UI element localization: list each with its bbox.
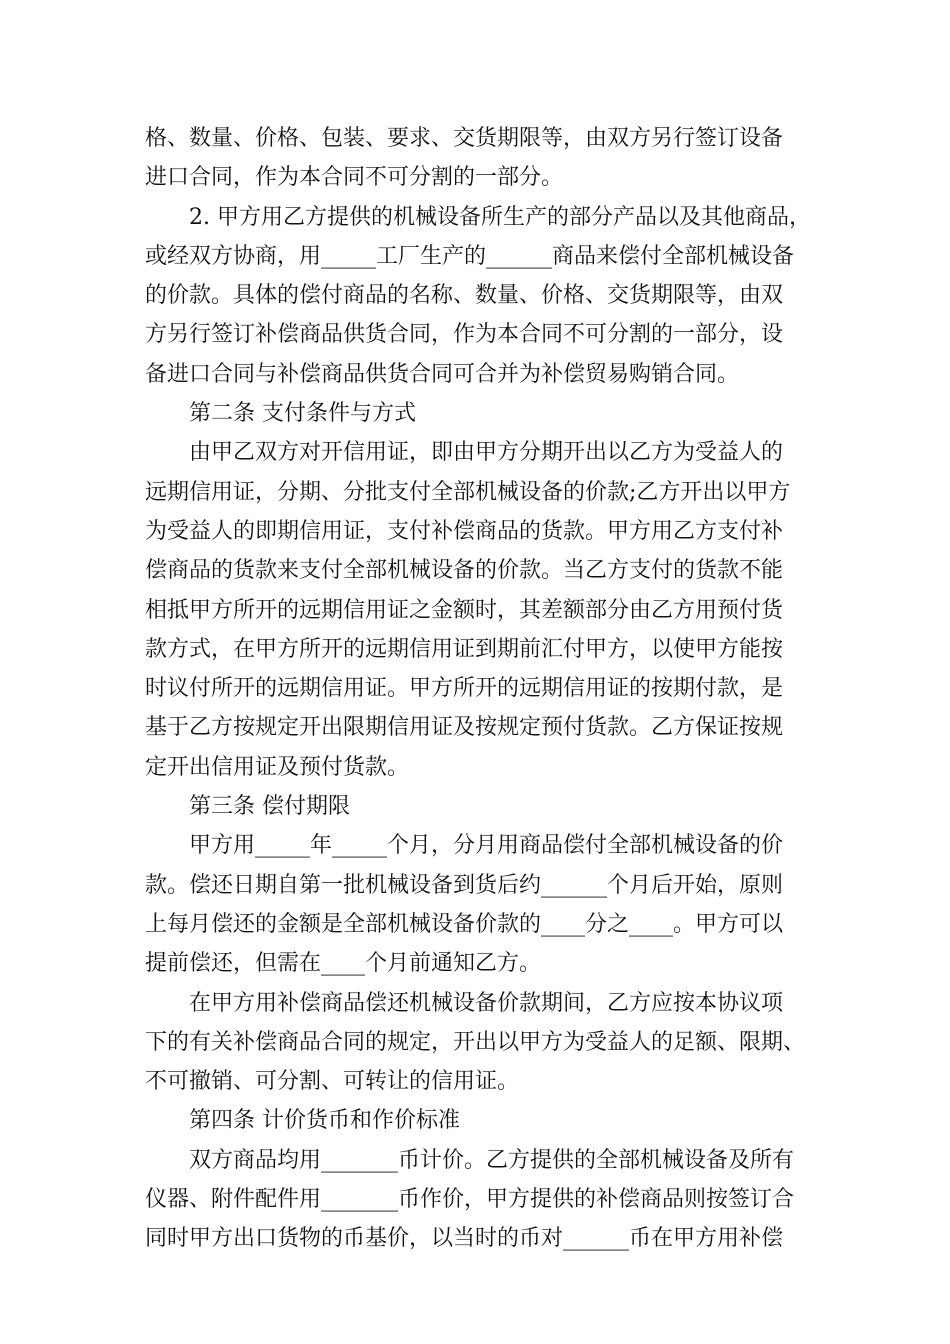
- section-heading: 第二条 支付条件与方式: [189, 401, 416, 427]
- text-line: 由甲乙双方对开信用证，即由甲方分期开出以乙方为受益人的: [189, 440, 784, 466]
- text-line: 备进口合同与补偿商品供货合同可合并为补偿贸易购销合同。: [145, 361, 740, 387]
- section-heading: 第三条 偿付期限: [189, 794, 350, 820]
- text-line: 甲方用_____年_____个月，分月用商品偿付全部机械设备的价: [189, 833, 784, 859]
- text-line: 偿商品的货款来支付全部机械设备的价款。当乙方支付的货款不能: [145, 558, 784, 584]
- text-line: 仪器、附件配件用_______币作价，甲方提供的补偿商品则按签订合: [145, 1187, 795, 1213]
- section-heading: 第四条 计价货币和作价标准: [189, 1108, 460, 1134]
- text-line: 的价款。具体的偿付商品的名称、数量、价格、交货期限等，由双: [145, 283, 784, 309]
- text-line: 不可撤销、可分割、可转让的信用证。: [145, 1069, 520, 1095]
- text-line: 提前偿还，但需在____个月前通知乙方。: [145, 951, 542, 977]
- text-line: 2. 甲方用乙方提供的机械设备所生产的部分产品以及其他商品，: [189, 204, 811, 230]
- text-line: 或经双方协商，用_____工厂生产的______商品来偿付全部机械设备: [145, 243, 795, 269]
- text-line: 相抵甲方所开的远期信用证之金额时，其差额部分由乙方用预付货: [145, 597, 784, 623]
- text-line: 在甲方用补偿商品偿还机械设备价款期间，乙方应按本协议项: [189, 990, 784, 1016]
- text-line: 进口合同，作为本合同不可分割的一部分。: [145, 165, 564, 191]
- text-line: 时议付所开的远期信用证。甲方所开的远期信用证的按期付款，是: [145, 676, 784, 702]
- text-line: 上每月偿还的金额是全部机械设备价款的____分之____。甲方可以: [145, 911, 784, 937]
- text-line: 方另行签订补偿商品供货合同，作为本合同不可分割的一部分，设: [145, 322, 784, 348]
- text-line: 款方式，在甲方所开的远期信用证到期前汇付甲方，以使甲方能按: [145, 636, 784, 662]
- text-line: 基于乙方按规定开出限期信用证及按规定预付货款。乙方保证按规: [145, 715, 784, 741]
- text-line: 为受益人的即期信用证，支付补偿商品的货款。甲方用乙方支付补: [145, 518, 784, 544]
- text-line: 远期信用证，分期、分批支付全部机械设备的价款;乙方开出以甲方: [145, 479, 791, 505]
- contract-text: [145, 119, 810, 1259]
- text-line: 款。偿还日期自第一批机械设备到货后约______个月后开始，原则: [145, 872, 784, 898]
- text-line: 双方商品均用_______币计价。乙方提供的全部机械设备及所有: [189, 1147, 795, 1173]
- text-line: 格、数量、价格、包装、要求、交货期限等，由双方另行签订设备: [145, 126, 784, 151]
- text-line: 同时甲方出口货物的币基价，以当时的币对______币在甲方用补偿: [145, 1226, 784, 1252]
- text-line: 定开出信用证及预付货款。: [145, 754, 410, 780]
- text-line: 下的有关补偿商品合同的规定，开出以甲方为受益人的足额、限期、: [145, 1029, 806, 1055]
